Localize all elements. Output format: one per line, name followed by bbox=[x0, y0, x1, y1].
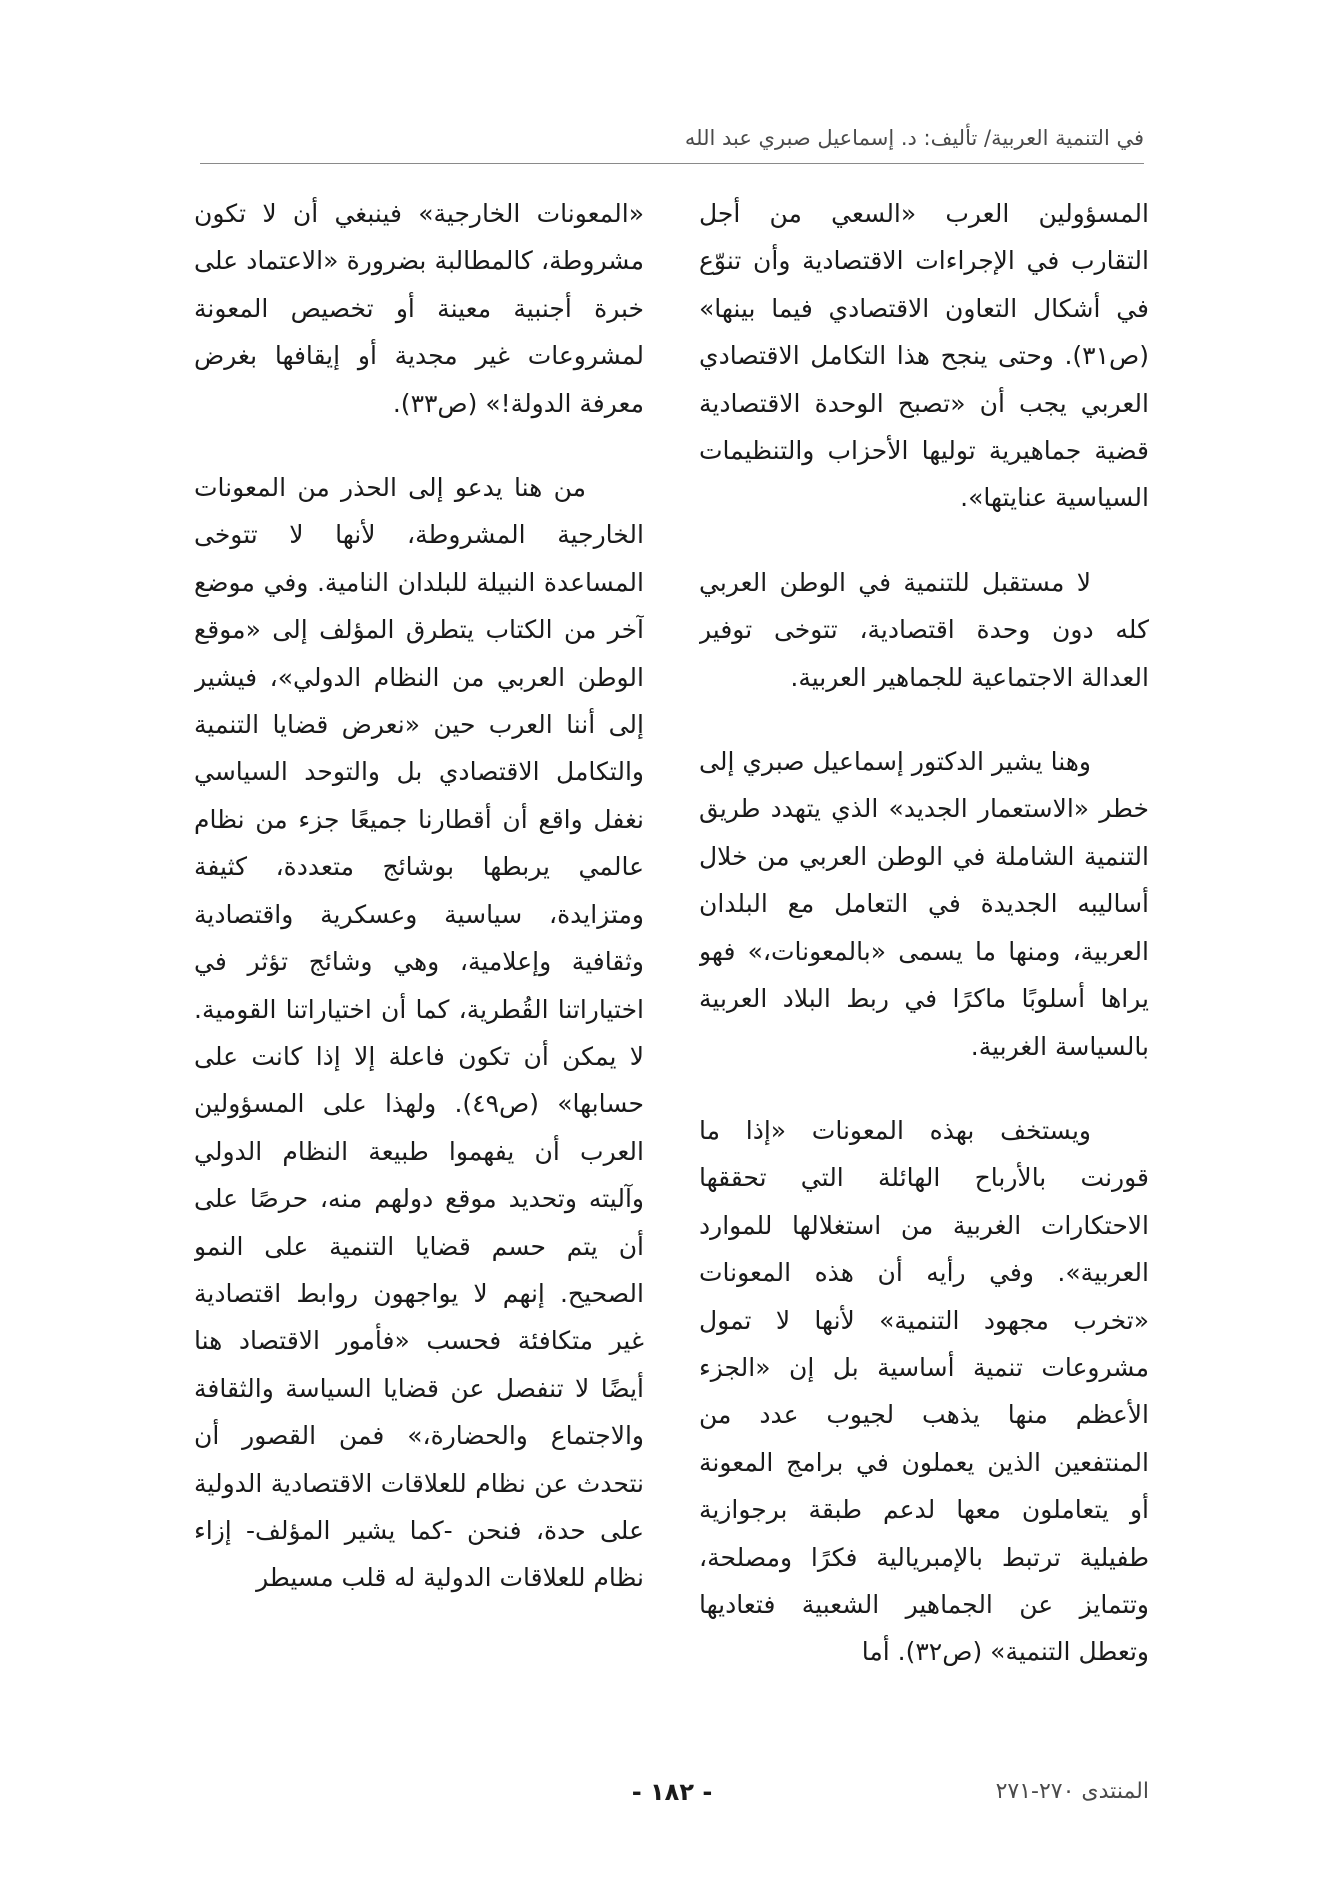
page-footer bbox=[195, 1772, 1149, 1812]
paragraph: وهنا يشير الدكتور إسماعيل صبري إلى خطر «الاستعمار الجديد» الذي يتهدد طريق التنمية الشاملة في الوطن العربي من خلال أساليبه الجديدة في التعامل مع البلدان العربية، ومنها ما يسمى «بالمعونات،» فهو يراها أسلوبًا ماكرًا في ربط البلاد العربية بالسياسة الغربية. bbox=[699, 747, 1149, 1061]
paragraph: من هنا يدعو إلى الحذر من المعونات الخارجية المشروطة، لأنها لا تتوخى المساعدة النبيلة للبلدان النامية. وفي موضع آخر من الكتاب يتطرق المؤلف إلى «موقع الوطن العربي من النظام الدولي»، فيشير إلى أننا العرب حين «نعرض قضايا التنمية والتكامل الاقتصادي بل والتوحد السياسي نغفل واقع أن أقطارنا جميعًا جزء من نظام عالمي يربطها بوشائج متعددة، كثيفة ومتزايدة، سياسية وعسكرية واقتصادية وثقافية وإعلامية، وهي وشائج تؤثر في اختياراتنا القُطرية، كما أن اختياراتنا القومية. لا يمكن أن تكون فاعلة إلا إذا كانت على حسابها» (ص٤٩). ولهذا على المسؤولين العرب أن يفهموا طبيعة النظام الدولي وآليته وتحديد موقع دولهم منه، حرصًا على أن يتم حسم قضايا التنمية على النمو الصحيح. إنهم لا يواجهون روابط اقتصادية غير متكافئة فحسب «فأمور الاقتصاد هنا أيضًا لا تنفصل عن قضايا السياسة والثقافة والاجتماع والحضارة،» فمن القصور أن نتحدث عن نظام للعلاقات الاقتصادية الدولية على حدة، فنحن -كما يشير المؤلف- إزاء نظام للعلاقات الدولية له قلب مسيطر bbox=[194, 473, 644, 1593]
running-header: في التنمية العربية/ تأليف: د. إسماعيل صبري عبد الله bbox=[684, 126, 1144, 150]
header-divider bbox=[200, 163, 1144, 164]
journal-name: المنتدى ٢٧٠-٢٧١ bbox=[995, 1779, 1149, 1804]
paragraph: لا مستقبل للتنمية في الوطن العربي كله دون وحدة اقتصادية، تتوخى توفير العدالة الاجتماعية للجماهير العربية. bbox=[699, 567, 1149, 692]
paragraph: المسؤولين العرب «السعي من أجل التقارب في الإجراءات الاقتصادية وأن تنوّع في أشكال التعاون الاقتصادي فيما بينها» (ص٣١). وحتى ينجح هذا التكامل الاقتصادي العربي يجب أن «تصبح الوحدة الاقتصادية قضية جماهيرية توليها الأحزاب والتنظيمات السياسية عنايتها». bbox=[699, 199, 1149, 513]
text-column-left bbox=[194, 190, 644, 1730]
paragraph: «المعونات الخارجية» فينبغي أن لا تكون مشروطة، كالمطالبة بضرورة «الاعتماد على خبرة أجنبية معينة أو تخصيص المعونة لمشروعات غير مجدية أو إيقافها بغرض معرفة الدولة!» (ص٣٣). bbox=[194, 199, 644, 418]
paragraph: ويستخف بهذه المعونات «إذا ما قورنت بالأرباح الهائلة التي تحققها الاحتكارات الغربية من استغلالها للموارد العربية». وفي رأيه أن هذه المعونات «تخرب مجهود التنمية» لأنها لا تمول مشروعات تنمية أساسية بل إن «الجزء الأعظم منها يذهب لجيوب عدد من المنتفعين الذين يعملون في برامج المعونة أو يتعاملون معها لدعم طبقة برجوازية طفيلية ترتبط بالإمبريالية فكرًا ومصلحة، وتتمايز عن الجماهير الشعبية فتعاديها وتعطل التنمية» (ص٣٢). أما bbox=[699, 1115, 1149, 1667]
text-column-right bbox=[699, 190, 1149, 1730]
page-number: - ١٨٢ - bbox=[631, 1778, 713, 1806]
